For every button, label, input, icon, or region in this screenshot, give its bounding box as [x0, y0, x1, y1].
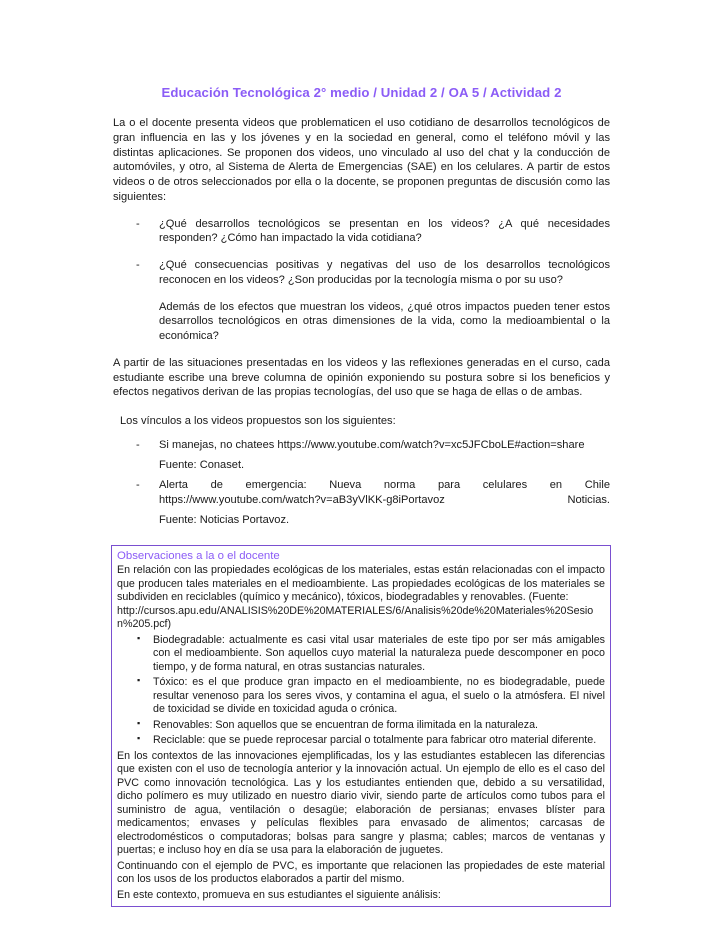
video-link-text[interactable]: Si manejas, no chatees https://www.youtube.com/watch?v=xc5JFCboLE#action=share	[159, 438, 585, 451]
list-item	[113, 438, 610, 453]
list-item	[113, 478, 610, 508]
bullet-text: Reciclable: que se puede reprocesar parcial o totalmente para fabricar otro material diferente.	[153, 734, 597, 747]
question-text: ¿Qué desarrollos tecnológicos se presentan en los videos? ¿A qué necesidades responden? ¿Cómo han impactado la vida cotidiana?	[159, 217, 610, 245]
observations-box	[111, 545, 611, 907]
observations-paragraph-1: En relación con las propiedades ecológicas de los materiales, estas están relacionadas con el impacto que producen tales materiales en el medioambiente. Las propiedades ecológicas de los materiales se subdividen en reciclables (químico y mecánico), tóxicos, biodegradables y renovables. (Fuente:	[117, 564, 605, 604]
square-bullet-icon: ▪	[137, 733, 141, 744]
observations-paragraph-3: Continuando con el ejemplo de PVC, es importante que relacionen las propiedades de este material con los usos de los productos elaborados a partir del mismo.	[117, 859, 605, 886]
dash-marker-icon: -	[136, 438, 140, 451]
observations-title: Observaciones a la o el docente	[117, 549, 280, 562]
list-item	[117, 719, 605, 732]
dash-marker-icon: -	[136, 259, 140, 272]
document-content	[113, 0, 610, 907]
list-item	[113, 217, 610, 247]
list-item	[117, 634, 605, 674]
link-source: Fuente: Conaset.	[159, 458, 245, 471]
bullet-text: Renovables: Son aquellos que se encuentran de forma ilimitada en la naturaleza.	[153, 718, 538, 731]
additional-question-paragraph: Además de los efectos que muestran los videos, ¿qué otros impactos pueden tener estos desarrollos tecnológicos en otras dimensiones de la vida, como la medioambiental o la económica?	[159, 300, 610, 343]
list-item	[117, 734, 605, 747]
bullet-text: Tóxico: es el que produce gran impacto en el medioambiente, no es biodegradable, puede resultar venenoso para los seres vivos, y contamina el agua, el suelo o la atmósfera. El nivel de toxicidad se divide en toxicidad aguda o crónica.	[153, 676, 605, 716]
square-bullet-icon: ▪	[137, 675, 141, 686]
dash-marker-icon: -	[136, 217, 140, 230]
video-links-list	[113, 438, 610, 528]
page-title: Educación Tecnológica 2° medio / Unidad 2 / OA 5 / Actividad 2	[161, 85, 562, 100]
dash-marker-icon: -	[136, 479, 140, 492]
bullet-text: Biodegradable: actualmente es casi vital usar materiales de este tipo por ser más amigables con el medioambiente. Son aquellos cuyo material la naturaleza puede descomponer en poco tiempo, y de forma natural, en otras sustancias naturales.	[153, 633, 605, 673]
observations-source-url[interactable]: http://cursos.apu.edu/ANALISIS%20DE%20MATERIALES/6/Analisis%20de%20Materiales%20Sesion%205.pcf)	[117, 604, 594, 631]
ecological-properties-list	[117, 634, 605, 748]
video-link-text[interactable]: Alerta de emergencia: Nueva norma para celulares en Chile https://www.youtube.com/watch?v=aB3yVlKK-g8iPortavoz Noticias.	[159, 479, 610, 507]
question-text: ¿Qué consecuencias positivas y negativas del uso de los desarrollos tecnológicos reconocen en los videos? ¿Son producidas por la tecnología misma o por su uso?	[159, 259, 610, 286]
list-item	[117, 676, 605, 716]
observations-paragraph-2: En los contextos de las innovaciones ejemplificadas, los y las estudiantes establecen las diferencias que existen con el uso de tecnología anterior y la innovación actual. Un ejemplo de ello es el caso del PVC como innovación tecnológica. Las y los estudiantes entienden que, debido a su versatilidad, dicho polímero es muy utilizado en nuestro diario vivir, siendo parte de artículos como tubos para el suministro de agua, ventilación o desagüe; elaboración de persianas; envases blíster para medicamentos; envases y películas flexibles para envasado de alimentos; carcasas de electrodomésticos o computadoras; bolsas para sangre y plasma; cables; marcos de ventanas y puertas; e incluso hoy en día se usa para la elaboración de juguetes.	[117, 749, 605, 857]
square-bullet-icon: ▪	[137, 632, 141, 643]
list-item	[113, 258, 610, 288]
observations-paragraph-4: En este contexto, promueva en sus estudiantes el siguiente análisis:	[117, 888, 441, 901]
intro-paragraph: La o el docente presenta videos que problematicen el uso cotidiano de desarrollos tecnológicos de gran influencia en las y los jóvenes y en la sociedad en general, como el teléfono móvil y las distintas aplicaciones. Se proponen dos videos, uno vinculado al uso del chat y la conducción de automóviles, y otro, al Sistema de Alerta de Emergencias (SAE) en los celulares. A partir de estos videos o de otros seleccionados por ella o la docente, se proponen preguntas de discusión como las siguientes:	[113, 117, 610, 203]
synthesis-paragraph: A partir de las situaciones presentadas en los videos y las reflexiones generadas en el curso, cada estudiante escribe una breve columna de opinión exponiendo su postura sobre si los beneficios y efectos negativos derivan de las propias tecnologías, del uso que se haga de ellas o de ambas.	[113, 356, 610, 399]
links-intro-paragraph: Los vínculos a los videos propuestos son los siguientes:	[120, 415, 396, 428]
link-source: Fuente: Noticias Portavoz.	[159, 513, 290, 526]
square-bullet-icon: ▪	[137, 717, 141, 728]
discussion-questions-list	[113, 217, 610, 288]
